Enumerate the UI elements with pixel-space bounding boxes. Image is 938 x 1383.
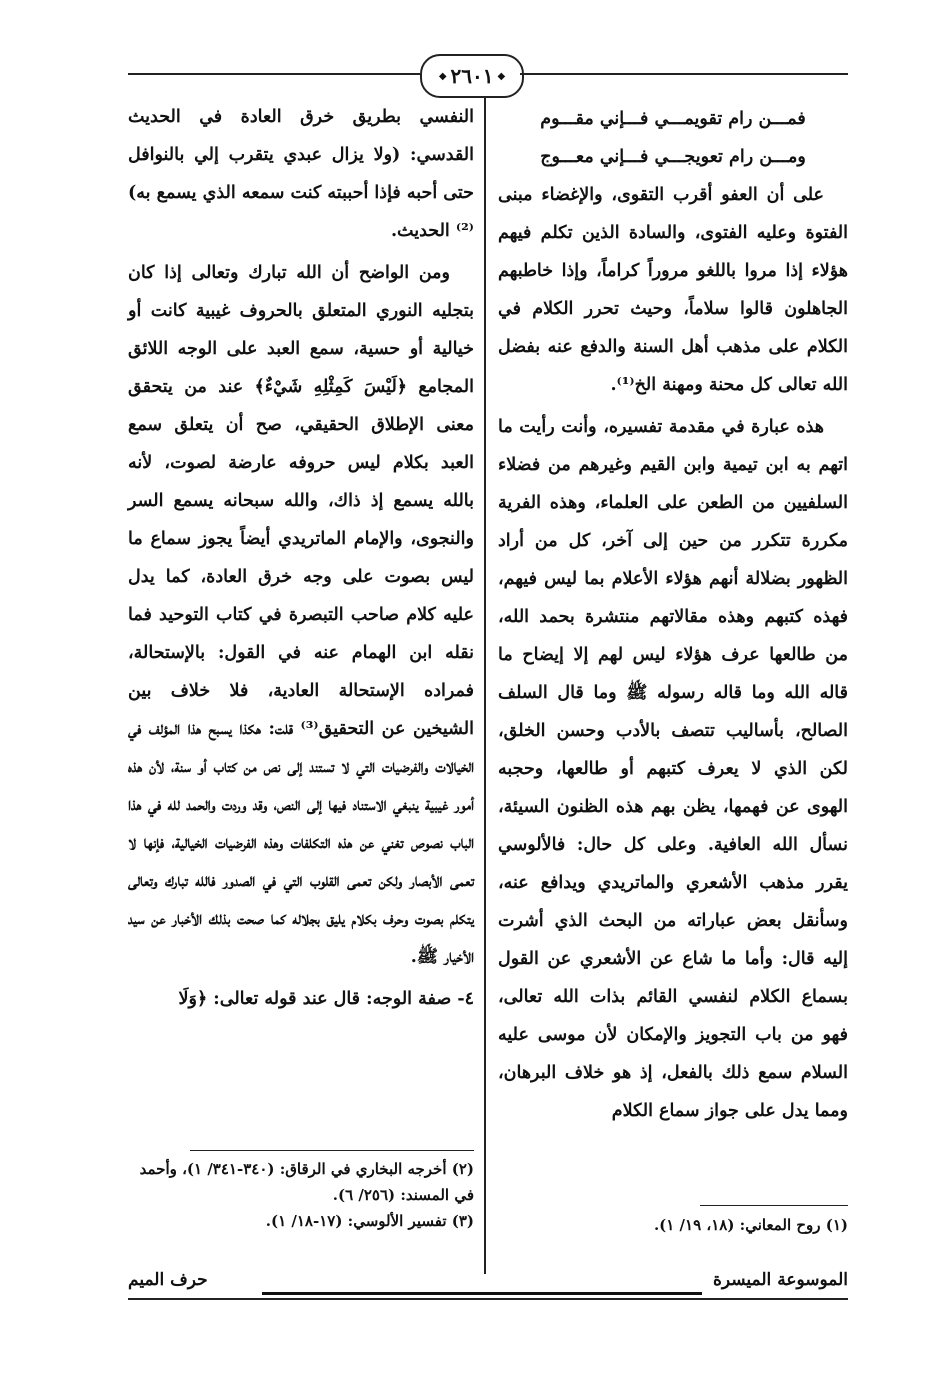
footnote-3: (٣) تفسير الألوسي: (١٧-١٨/ ١). (265, 1212, 474, 1230)
page-number-text: ◆ ٢٦٠١ (450, 64, 494, 88)
left-paragraph-1: النفسي بطريق خرق العادة في الحديث القدسي: (ولا يزال عبدي يتقرب إلي بالنوافل حتى أحبه فإذا أحببته كنت سمعه الذي يسمع به)⁽²⁾ الحديث. (128, 107, 474, 241)
right-footnote-rule (700, 1205, 848, 1206)
left-column (128, 98, 474, 1022)
left-paragraph-2: ومن الواضح أن الله تبارك وتعالى إذا كان بتجليه النوري المتعلق بالحروف غيبية كانت أو خيالية أو حسية، سمع العبد على الوجه اللائق المجامع ﴿لَيْسَ كَمِثْلِهِ شَيْءٌ﴾ عند من يتحقق معنى الإطلاق الحقيقي، صح أن يتعلق سمع العبد بكلام ليس حروفه عارضة لصوت، لأنه بالله يسمع إذ ذاك، والله سبحانه يسمع السر والنجوى، والإمام الماتريدي أيضاً يجوز سماع ما ليس بصوت على وجه خرق العادة، كما يدل عليه كلام صاحب التبصرة في كتاب التوحيد فما نقله ابن الهمام عنه في القول: بالإستحالة، فمراده الإستحالة العادية، فلا خلاف بين الشيخين عن التحقيق⁽³⁾ قلت: هكذا يسبح هذا المؤلف في الخيالات والفرضيات التي لا تستند إلى نص من كتاب أو سنة، لأن هذه أمور غيبية ينبغي الاستناد فيها إلى النص، وقد وردت والحمد لله في هذا الباب نصوص تغني عن هذه التكلفات وهذه الفرضيات الخيالية، فإنها لا تعمى الأبصار ولكن تعمى القلوب التي في الصدور فالله تبارك وتعالى يتكلم بصوت وحرف بكلام يليق بجلاله كما صحت بذلك الأخبار عن سيد الأخيار ﷺ. (128, 263, 474, 967)
header-rule-left (128, 73, 420, 75)
right-footnotes (500, 1212, 848, 1238)
left-footnotes (128, 1156, 474, 1234)
page-number (420, 54, 524, 98)
right-paragraph-2: هذه عبارة في مقدمة تفسيره، وأنت رأيت ما اتهم به ابن تيمية وابن القيم وغيرهم من فضلاء السلفيين من الطعن على العلماء، وهذه الفرية مكررة تتكرر من حين إلى آخر، كل من أراد الظهور بضلالة أنهم هؤلاء الأعلام بما ليس فيهم، فهذه كتبهم وهذه مقالاتهم منتشرة بحمد الله، من طالعها عرف هؤلاء ليس لهم إلا إيضاح ما قاله الله وما قاله رسوله ﷺ وما قال السلف الصالح، بأساليب تتصف بالأدب وحسن الخلق، لكن الذي لا يعرف كتبهم أو طالعها، وحجبه الهوى عن فهمها، يظن بهم هذه الظنون السيئة، نسأل الله العافية. وعلى كل حال: فالألوسي يقرر مذهب الأشعري والماتريدي ويدافع عنه، وسأنقل بعض عباراته من البحث الذي أشرت إليه قال: وأما ما شاع عن الأشعري عن القول بسماع الكلام لنفسي القائم بذات الله تعالى، فهو من باب التجويز والإمكان لأن موسى عليه السلام سمع ذلك بالفعل، إذ هو خلاف البرهان، ومما يدل على جواز سماع الكلام (498, 417, 848, 1121)
header-rule-right (520, 73, 848, 75)
footnote-2: (٢) أخرجه البخاري في الرقاق: (٣٤٠-٣٤١/ ١)، وأحمد في المسند: (٢٥٦/ ٦). (139, 1160, 474, 1204)
footnote-1: (١) روح المعاني: (١٨، ١٩/ ١). (653, 1216, 848, 1234)
right-column (498, 100, 848, 1134)
left-paragraph-3: ٤- صفة الوجه: قال عند قوله تعالى: ﴿وَلَا (178, 989, 474, 1009)
verse-line-1: فمـــن رام تقويمـــي فـــإني مقـــوم (540, 109, 806, 129)
footer-series-title: الموسوعة الميسرة (712, 1270, 848, 1290)
footer-section-title: حرف الميم (128, 1270, 208, 1290)
footer-rule (262, 1292, 702, 1295)
verse-line-2: ومـــن رام تعويجـــي فـــإني معـــوج (540, 147, 806, 167)
footer-bottom-rule (128, 1298, 848, 1300)
right-paragraph-1: على أن العفو أقرب التقوى، والإغضاء مبنى الفتوة وعليه الفتوى، والسادة الذين تكلم فيهم هؤلاء إذا مروا باللغو مروراً كراماً، وإذا خاطبهم الجاهلون قالوا سلاماً، وحيث تحرر الكلام في الكلام على مذهب أهل السنة والدفع عنه بفضل الله تعالى كل محنة ومهنة الخ⁽¹⁾. (498, 185, 848, 395)
column-divider (484, 96, 486, 1274)
left-footnote-rule (190, 1150, 474, 1151)
